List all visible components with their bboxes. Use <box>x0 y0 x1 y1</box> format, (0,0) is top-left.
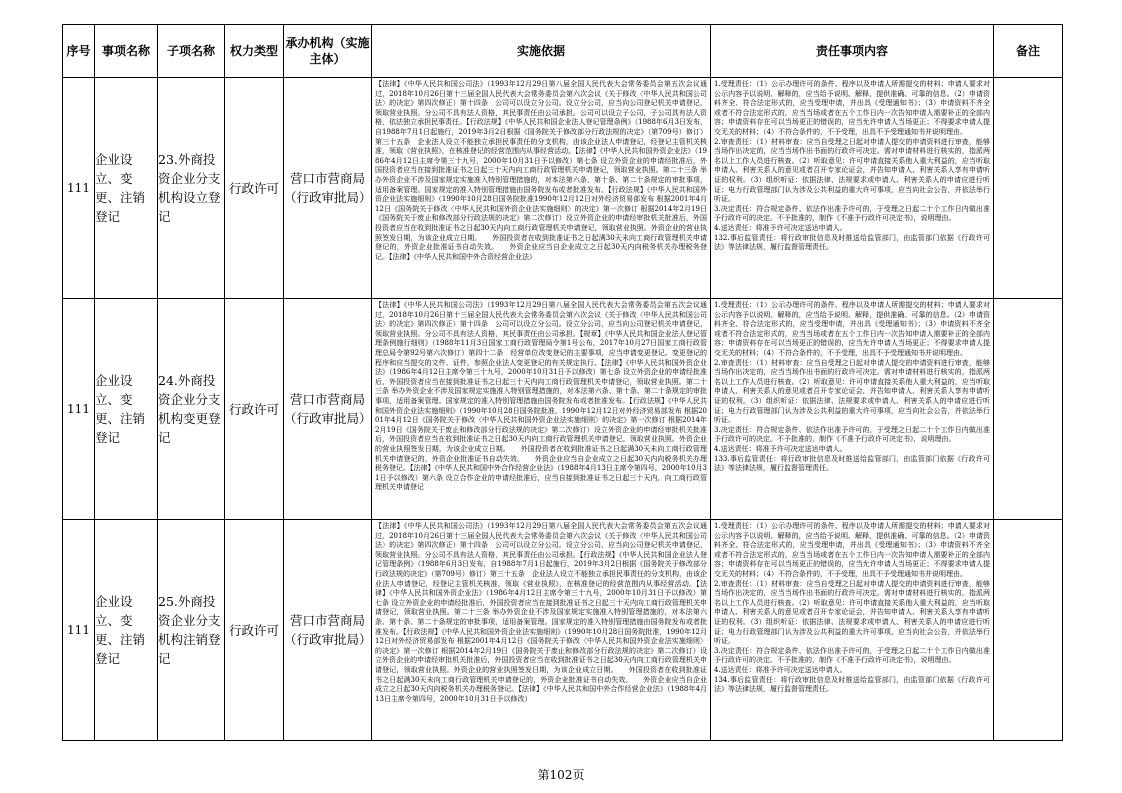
header-basis: 实施依据 <box>372 25 711 78</box>
row-agency: 营口市营商局（行政审批局） <box>284 520 372 741</box>
row-responsibility: 1.受理责任：（1）公示办理许可的条件、程序以及申请人所需提交的材料；申请人要求对公示内容予以说明、解释的，应当给予说明、解释，提供准确、可靠的信息。（2）申请资料齐全、符合法定形式的，应当受理申请，并出具《受理通知书》；（3）申请资料不齐全或者不符合法定形式的，应当当场或者在五个工作日内一次告知申请人需要补正的全部内容；申请资料存在可以当场更正的错误的，应当允许申请人当场更正；不得要求申请人提交无关的材料；（4）不符合条件的，不予受理，出具不予受理通知书并说明理由。 2.审查责任：（1）材料审查：应当自受理之日起对申请人提交的申请资料进行审查，能够当场作出决定的，应当当场作出书面的行政许可决定。需对申请材料进行核实的，指派两名以上工作人员进行核查。（2）听取意见：许可申请直接关系他人重大利益的，应当听取申请人、利害关系人的意见或者召开专家论证会，并告知申请人、利害关系人享有申请听证的权利。（3）组织听证：依据法律、法规要求或申请人、利害关系人的申请应进行听证；电力行政管理部门认为涉及公共利益的重大许可事项，应当向社会公告，并依法举行听证。 3.决定责任：符合规定条件、依法作出准予许可的，于受理之日起二十个工作日内做出准予行政许可的决定。不予批准的，制作《不准予行政许可决定书》，说明理由。 4.送达责任：将准予许可决定送达申请人。 133.事后监管责任：将行政审批信息及时推送给监管部门，由监管部门依据《行政许可法》等法律法规，履行监督管理责任。 <box>714 301 990 473</box>
row-seq: 111 <box>63 78 95 299</box>
row-responsibility-cell <box>711 520 994 741</box>
row-basis: 【法律】《中华人民共和国公司法》（1993年12月29日第八届全国人民代表大会常务委员会第五次会议通过，2018年10月26日第十三届全国人民代表大会常务委员会第六次会议《关于修改〈中华人民共和国公司法〉的决定》第四次修正）第十四条 公司可以设立分公司。设立分公司，应当向公司登记机关申请登记，领取营业执照。分公司不具有法人资格，其民事责任由公司承担。【规章】《中华人民共和国企业法人登记管理条例施行细则》（1988年11月3日国家工商行政管理局令第1号公布，2017年10月27日国家工商行政管理总局令第92号第六次修订）第四十二条 经营单位改变登记的主要事项，应当申请变更登记。变更登记的程序和应当提交的文件、证件，参照企业法人变更登记的有关规定执行。【法律】《中华人民共和国外资企业法》（1986年4月12日主席令第三十九号，2000年10月31日予以修改）第七条 设立外资企业的申请经批准后，外国投资者应当在接到批准证书之日起三十天内向工商行政管理机关申请登记，领取营业执照。第二十三条 举办外资企业不涉及国家规定实施准入特别管理措施的，对本法第六条、第十条、第二十条规定的审批事项，适用备案管理。国家规定的准入特别管理措施由国务院发布或者批准发布。【行政法规】《中华人民共和国外资企业法实施细则》（1990年10月28日国务院批准，1990年12月12日对外经济贸易部发布 根据2001年4月12日《国务院关于修改〈中华人民共和国外资企业法实施细则〉的决定》第一次修订 根据2014年2月19日《国务院关于废止和修改部分行政法规的决定》第二次修订）设立外资企业的申请经审批机关批准后，外国投资者应当在收到批准证书之日起30天内向工商行政管理机关申请登记，领取营业执照。外资企业的营业执照签发日期，为该企业成立日期。 外国投资者在收到批准证书之日起满30天未向工商行政管理机关申请登记的，外资企业批准证书自动失效。 外资企业应当自企业成立之日起30天内向税务机关办理税务登记。【法律】《中华人民共和国中外合作经营企业法》（1988年4月13日主席令第四号，2000年10月31日予以修改）第六条 设立合作企业的申请经批准后，应当自接到批准证书之日起三十天内，向工商行政管理机关申请登记 <box>375 301 707 492</box>
row-power-type: 行政许可 <box>225 299 284 520</box>
table-row <box>63 78 1063 299</box>
table-row <box>63 520 1063 741</box>
row-item-name: 企业设立、变更、注销登记 <box>95 520 158 741</box>
table-header-row <box>63 25 1063 78</box>
row-item-name: 企业设立、变更、注销登记 <box>95 299 158 520</box>
row-responsibility-cell <box>711 299 994 520</box>
header-responsibility: 责任事项内容 <box>711 25 994 78</box>
row-agency: 营口市营商局（行政审批局） <box>284 299 372 520</box>
row-agency: 营口市营商局（行政审批局） <box>284 78 372 299</box>
row-sub-item-name: 25.外商投资企业分支机构注销登记 <box>158 520 225 741</box>
row-responsibility: 1.受理责任：（1）公示办理许可的条件、程序以及申请人所需提交的材料；申请人要求对公示内容予以说明、解释的，应当给予说明、解释，提供准确、可靠的信息。（2）申请资料齐全、符合法定形式的，应当受理申请，并出具《受理通知书》；（3）申请资料不齐全或者不符合法定形式的，应当当场或者在五个工作日内一次告知申请人需要补正的全部内容；申请资料存在可以当场更正的错误的，应当允许申请人当场更正；不得要求申请人提交无关的材料；（4）不符合条件的，不予受理，出具不予受理通知书并说明理由。 2.审查责任：（1）材料审查：应当自受理之日起对申请人提交的申请资料进行审查，能够当场作出决定的，应当当场作出书面的行政许可决定。需对申请材料进行核实的，指派两名以上工作人员进行核查。（2）听取意见：许可申请直接关系他人重大利益的，应当听取申请人、利害关系人的意见或者召开专家论证会，并告知申请人、利害关系人享有申请听证的权利。（3）组织听证：依据法律、法规要求或申请人、利害关系人的申请应进行听证；电力行政管理部门认为涉及公共利益的重大许可事项，应当向社会公告，并依法举行听证。 3.决定责任：符合规定条件、依法作出准予许可的，于受理之日起二十个工作日内做出准予行政许可的决定。不予批准的，制作《不准予行政许可决定书》，说明理由。 4.送达责任：将准予许可决定送达申请人。 132.事后监管责任：将行政审批信息及时推送给监管部门，由监管部门依据《行政许可法》等法律法规，履行监督管理责任。 <box>714 80 990 252</box>
responsibility-table <box>62 24 1063 741</box>
table-row <box>63 299 1063 520</box>
row-seq: 111 <box>63 299 95 520</box>
row-remarks <box>994 78 1063 299</box>
row-remarks <box>994 520 1063 741</box>
header-item-name: 事项名称 <box>95 25 158 78</box>
row-basis: 【法律】《中华人民共和国公司法》（1993年12月29日第八届全国人民代表大会常务委员会第五次会议通过，2018年10月26日第十三届全国人民代表大会常务委员会第六次会议《关于修改〈中华人民共和国公司法〉的决定》第四次修正）第十四条 公司可以设立分公司。设立分公司，应当向公司登记机关申请登记，领取营业执照。分公司不具有法人资格，其民事责任由公司承担。公司可以设立子公司，子公司具有法人资格，依法独立承担民事责任。【行政法规】《中华人民共和国企业法人登记管理条例》（1988年6月3日发布，自1988年7月1日起施行，2019年3月2日根据《国务院关于修改部分行政法规的决定》（第709号）修订）第三十五条 企业法人设立不能独立承担民事责任的分支机构，由该企业法人申请登记，经登记主管机关核准，领取《营业执照》，在核准登记的经营范围内从事经营活动。【法律】《中华人民共和国外资企业法》（1986年4月12日主席令第三十九号，2000年10月31日予以修改）第七条 设立外资企业的申请经批准后，外国投资者应当在接到批准证书之日起三十天内向工商行政管理机关申请登记，领取营业执照。第二十三条 举办外资企业不涉及国家规定实施准入特别管理措施的，对本法第六条、第十条、第二十条规定的审批事项，适用备案管理。国家规定的准入特别管理措施由国务院发布或者批准发布。【行政法规】《中华人民共和国外资企业法实施细则》（1990年10月28日国务院批准1990年12月12日对外经济贸易部发布 根据2001年4月12日《国务院关于修改〈中华人民共和国外资企业法实施细则〉的决定》第一次修订 根据2014年2月19日《国务院关于废止和修改部分行政法规的决定》第二次修订）设立外资企业的申请经审批机关批准后，外国投资者应当在收到批准证书之日起30天内向工商行政管理机关申请登记，领取营业执照。外资企业的营业执照签发日期，为该企业成立日期。 外国投资者在收到批准证书之日起满30天未向工商行政管理机关申请登记的，外资企业批准证书自动失效。 外资企业应当自企业成立之日起30天内向税务机关办理税务登记。【法律】《中华人民共和国中外合资经营企业法》 <box>375 80 707 261</box>
header-remarks: 备注 <box>994 25 1063 78</box>
row-power-type: 行政许可 <box>225 520 284 741</box>
row-basis-cell <box>372 78 711 299</box>
row-responsibility-cell <box>711 78 994 299</box>
row-seq: 111 <box>63 520 95 741</box>
header-seq: 序号 <box>63 25 95 78</box>
row-remarks <box>994 299 1063 520</box>
row-basis-cell <box>372 520 711 741</box>
header-sub-item-name: 子项名称 <box>158 25 225 78</box>
row-sub-item-name: 23.外商投资企业分支机构设立登记 <box>158 78 225 299</box>
header-power-type: 权力类型 <box>225 25 284 78</box>
page-number: 第102页 <box>537 768 585 782</box>
row-responsibility: 1.受理责任：（1）公示办理许可的条件、程序以及申请人所需提交的材料；申请人要求对公示内容予以说明、解释的，应当给予说明、解释，提供准确、可靠的信息。（2）申请资料齐全、符合法定形式的，应当受理申请，并出具《受理通知书》；（3）申请资料不齐全或者不符合法定形式的，应当当场或者在五个工作日内一次告知申请人需要补正的全部内容；申请资料存在可以当场更正的错误的，应当允许申请人当场更正；不得要求申请人提交无关的材料；（4）不符合条件的，不予受理，出具不予受理通知书并说明理由。 2.审查责任：（1）材料审查：应当自受理之日起对申请人提交的申请资料进行审查，能够当场作出决定的，应当当场作出书面的行政许可决定。需对申请材料进行核实的，指派两名以上工作人员进行核查。（2）听取意见：许可申请直接关系他人重大利益的，应当听取申请人、利害关系人的意见或者召开专家论证会，并告知申请人、利害关系人享有申请听证的权利。（3）组织听证：依据法律、法规要求或申请人、利害关系人的申请应进行听证；电力行政管理部门认为涉及公共利益的重大许可事项，应当向社会公告，并依法举行听证。 3.决定责任：符合规定条件、依法作出准予许可的，于受理之日起二十个工作日内做出准予行政许可的决定。不予批准的，制作《不准予行政许可决定书》，说明理由。 4.送达责任：将准予许可决定送达申请人。 134.事后监管责任：将行政审批信息及时推送给监管部门，由监管部门依据《行政许可法》等法律法规，履行监督管理责任。 <box>714 522 990 694</box>
row-power-type: 行政许可 <box>225 78 284 299</box>
header-agency: 承办机构（实施主体） <box>284 25 372 78</box>
row-item-name: 企业设立、变更、注销登记 <box>95 78 158 299</box>
row-sub-item-name: 24.外商投资企业分支机构变更登记 <box>158 299 225 520</box>
row-basis: 【法律】《中华人民共和国公司法》（1993年12月29日第八届全国人民代表大会常务委员会第五次会议通过，2018年10月26日第十三届全国人民代表大会常务委员会第六次会议《关于修改〈中华人民共和国公司法〉的决定》第四次修正）第十四条 公司可以设立分公司。设立分公司，应当向公司登记机关申请登记，领取营业执照。分公司不具有法人资格，其民事责任由公司承担。【行政法规】《中华人民共和国企业法人登记管理条例》（1988年6月3日发布，自1988年7月1日起施行，2019年3月2日根据《国务院关于修改部分行政法规的决定》（第709号）修订）第三十五条 企业法人设立不能独立承担民事责任的分支机构，由该企业法人申请登记，经登记主管机关核准，领取《营业执照》，在核准登记的经营范围内从事经营活动。【法律】《中华人民共和国外资企业法》（1986年4月12日主席令第三十九号，2000年10月31日予以修改）第七条 设立外资企业的申请经批准后，外国投资者应当在接到批准证书之日起三十天内向工商行政管理机关申请登记，领取营业执照。第二十三条 举办外资企业不涉及国家规定实施准入特别管理措施的，对本法第六条、第十条、第二十条规定的审批事项，适用备案管理。国家规定的准入特别管理措施由国务院发布或者批准发布。【行政法规】《中华人民共和国外资企业法实施细则》（1990年10月28日国务院批准，1990年12月12日对外经济贸易部发布 根据2001年4月12日《国务院关于修改〈中华人民共和国外资企业法实施细则〉的决定》第一次修订 根据2014年2月19日《国务院关于废止和修改部分行政法规的决定》第二次修订）设立外资企业的申请经审批机关批准后，外国投资者应当在收到批准证书之日起30天内向工商行政管理机关申请登记，领取营业执照。外资企业的营业执照签发日期，为该企业成立日期。 外国投资者在收到批准证书之日起满30天未向工商行政管理机关申请登记的，外资企业批准证书自动失效。 外资企业应当自企业成立之日起30天内向税务机关办理税务登记。【法律】《中华人民共和国中外合作经营企业法》（1988年4月13日主席令第四号，2000年10月31日予以修改） <box>375 522 707 703</box>
row-basis-cell <box>372 299 711 520</box>
